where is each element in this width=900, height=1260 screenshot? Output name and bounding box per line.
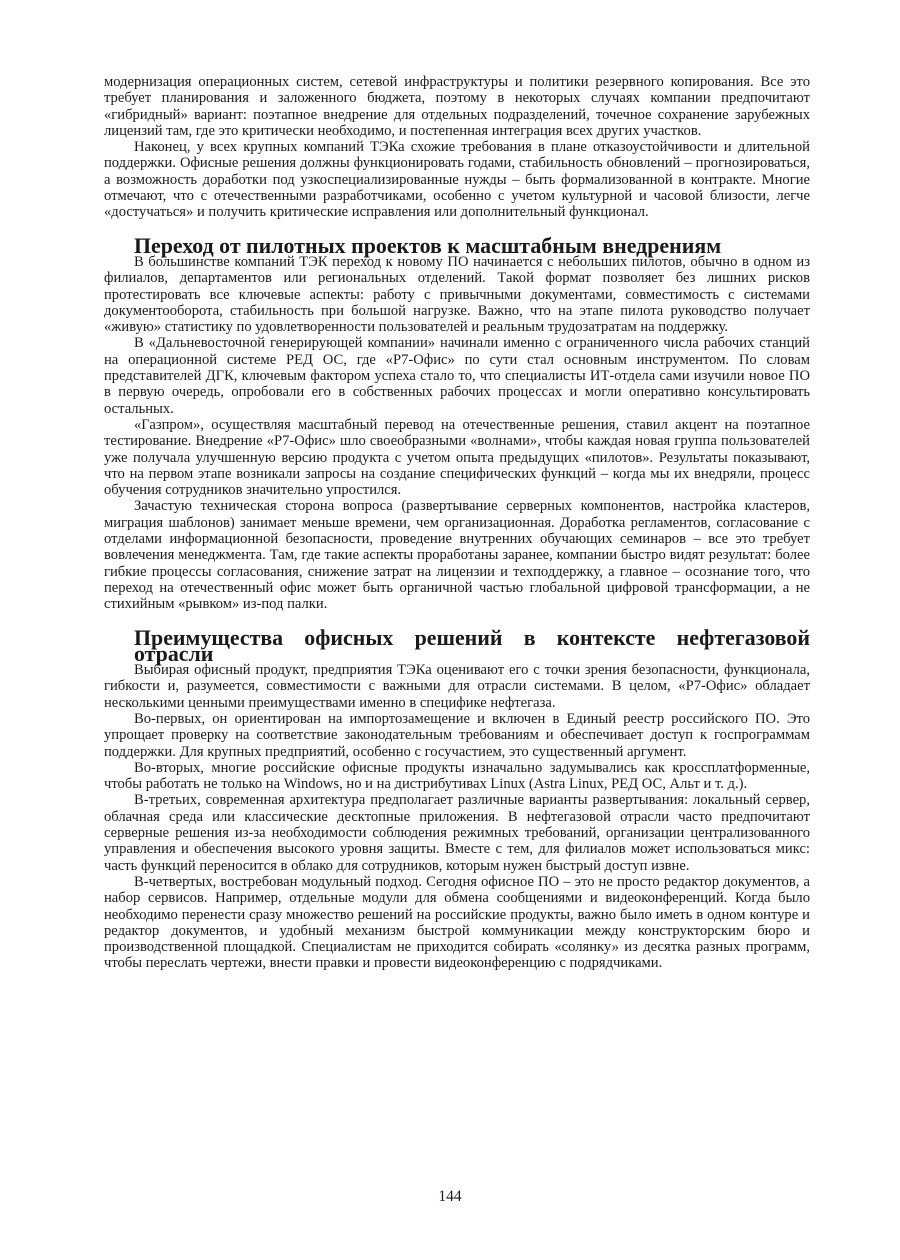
paragraph: «Газпром», осуществляя масштабный перевод на отечественные решения, ставил акцент на поэтапное тестирование. Внедрение «Р7-Офис» шло своеобразными «волнами», чтобы каждая новая группа пользователей уже получала улучшенную версию продукта с учетом опыта предыдущих «пилотов». Результаты показывают, что на первом этапе возникали запросы на создание специфических функций – когда мы их внедряли, процесс обучения сотрудников значительно упростился. xyxy=(104,416,810,499)
paragraph: В-четвертых, востребован модульный подход. Сегодня офисное ПО – это не просто редактор документов, а набор сервисов. Например, отдельные модули для обмена сообщениями и видеоконференций. Когда было необходимо перенести сразу множество решений на российские продукты, важно было иметь в одном контуре и редактор документов, и удобный механизм быстрой коммуникации между конструкторским бюро и производственной площадкой. Специалистам не приходится собирать «солянку» из десятка разных программ, чтобы переслать чертежи, внести правки и провести видеоконференцию с подрядчиками. xyxy=(104,873,810,972)
paragraph: Во-первых, он ориентирован на импортозамещение и включен в Единый реестр российского ПО. Это упрощает проверку на соответствие законодательным требованиям и обеспечивает доступ к госпрограммам поддержки. Для крупных предприятий, особенно с госучастием, это существенный аргумент. xyxy=(104,710,810,760)
paragraph: В большинстве компаний ТЭК переход к новому ПО начинается с небольших пилотов, обычно в одном из филиалов, департаментов или региональных отделений. Такой формат позволяет без лишних рисков протестировать все ключевые аспекты: работу с привычными документами, совместимость с системами документооборота, стабильность при большой нагрузке. Важно, что на этапе пилота руководство получает «живую» статистику по удовлетворенности пользователей и реальным трудозатратам на поддержку. xyxy=(104,253,810,336)
section-oil-gas-advantages xyxy=(104,624,810,972)
paragraph: Во-вторых, многие российские офисные продукты изначально задумывались как кроссплатформенные, чтобы работать не только на Windows, но и на дистрибутивах Linux (Astra Linux, РЕД ОС, Альт и т. д.). xyxy=(104,759,810,793)
section-pilot-to-scale xyxy=(104,232,810,613)
paragraph: Зачастую техническая сторона вопроса (развертывание серверных компонентов, настройка кластеров, миграция шаблонов) занимает меньше времени, чем организационная. Доработка регламентов, согласование с отделами информационной безопасности, проведение внутренних обучающих семинаров – все это требует вовлечения менеджмента. Там, где такие аспекты проработаны заранее, компании быстро видят результат: более гибкие процессы согласования, снижение затрат на лицензии и техподдержку, а главное – осознание того, что переход на отечественный офис может быть органичной частью глобальной цифровой трансформации, а не стихийным «рывком» из-под палки. xyxy=(104,498,810,613)
section-heading: Преимущества офисных решений в контексте нефтегазовой отрасли xyxy=(134,624,810,666)
paragraph: модернизация операционных систем, сетевой инфраструктуры и политики резервного копирования. Все это требует планирования и заложенного бюджета, поэтому в некоторых случаях компании предпочитают «гибридный» вариант: поэтапное внедрение для отдельных подразделений, точечное сохранение зарубежных лицензий там, где это критически необходимо, и постепенная интеграция всех других участков. xyxy=(104,74,810,139)
paragraph: В-третьих, современная архитектура предполагает различные варианты развертывания: локальный сервер, облачная среда или классические десктопные приложения. В нефтегазовой отрасли часто предпочитают серверные решения из-за необходимости соблюдения режимных требований, организации централизованного управления и обеспечения высокого уровня защиты. Вместе с тем, для филиалов может использоваться микс: часть функций переносится в облако для сотрудников, которым нужен быстрый доступ извне. xyxy=(104,792,810,874)
page-body xyxy=(104,74,810,972)
paragraph: В «Дальневосточной генерирующей компании» начинали именно с ограниченного числа рабочих станций на операционной системе РЕД ОС, где «Р7-Офис» по сути стал основным инструментом. По словам представителей ДГК, ключевым фактором успеха стало то, что специалисты ИТ-отдела сами изучили новое ПО в первую очередь, опробовали его в собственных рабочих процессах и могли оперативно консультировать остальных. xyxy=(104,335,810,417)
page-number: 144 xyxy=(438,1188,462,1205)
paragraph: Наконец, у всех крупных компаний ТЭКа схожие требования в плане отказоустойчивости и длительной поддержки. Офисные решения должны функционировать годами, стабильность обновлений – прогнозироваться, а возможность доработки под узкоспециализированные нужды – быть формализованной в контракте. Многие отмечают, что с отечественными разработчиками, особенно с учетом культурной и часовой близости, легче «достучаться» и получить критические исправления или дополнительный функционал. xyxy=(104,139,810,221)
paragraph: Выбирая офисный продукт, предприятия ТЭКа оценивают его с точки зрения безопасности, функционала, гибкости и, разумеется, совместимости с важными для отрасли системами. В целом, «Р7-Офис» обладает несколькими ценными преимуществами именно в специфике нефтегаза. xyxy=(104,662,810,711)
section-intro xyxy=(104,74,810,221)
section-heading: Переход от пилотных проектов к масштабным внедрениям xyxy=(134,232,722,258)
